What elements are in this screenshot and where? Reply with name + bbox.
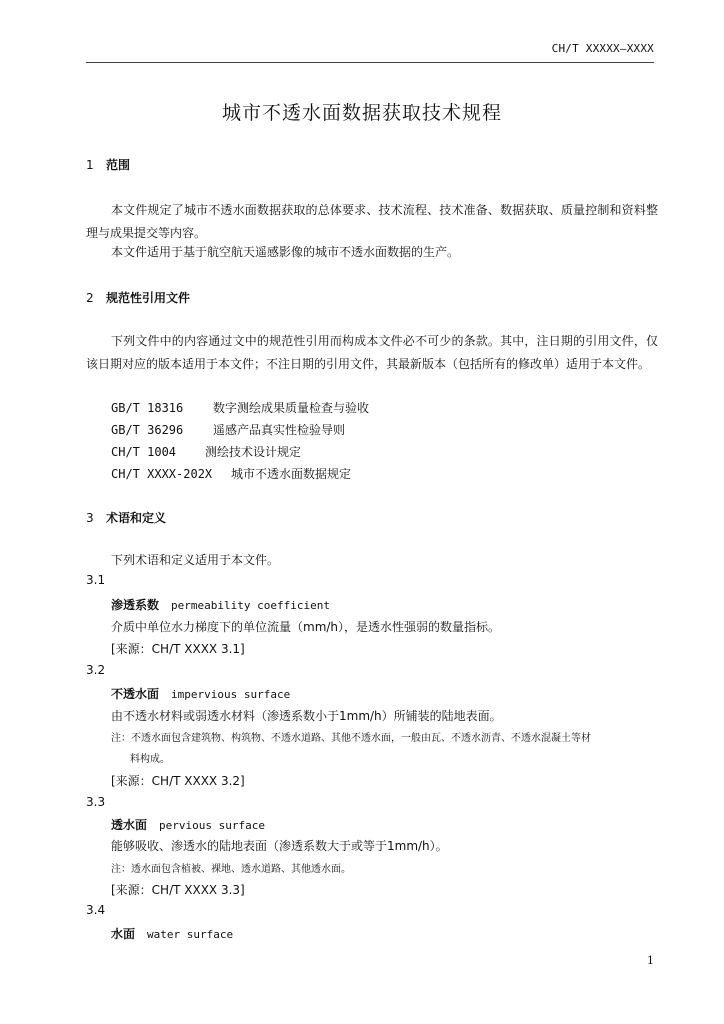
term-source: [来源：CH/T XXXX 3.1] <box>111 642 245 656</box>
reference-item <box>111 399 369 416</box>
standard-code: CH/T XXXXX—XXXX <box>551 42 654 55</box>
clause-number: 3.3 <box>86 795 106 809</box>
term-entry <box>111 816 265 833</box>
term-chinese: 不透水面 <box>111 687 160 701</box>
clause-number: 3.1 <box>86 573 106 587</box>
clause-number: 3.4 <box>86 903 106 917</box>
reference-code: GB/T 36296 <box>111 423 184 437</box>
section-title: 规范性引用文件 <box>106 291 191 305</box>
term-entry <box>111 596 330 613</box>
scope-paragraph-1: 本文件规定了城市不透水面数据获取的总体要求、技术流程、技术准备、数据获取、质量控制和资料整理与成果提交等内容。 <box>86 203 658 240</box>
term-definition: 由不透水材料或弱透水材料（渗透系数小于1mm/h）所铺装的陆地表面。 <box>111 709 502 723</box>
term-chinese: 水面 <box>111 927 136 941</box>
reference-code: CH/T XXXX-202X <box>111 467 213 481</box>
reference-item <box>111 443 301 460</box>
term-chinese: 透水面 <box>111 818 148 832</box>
clause-number: 3.2 <box>86 663 106 677</box>
reference-title: 遥感产品真实性检验导则 <box>213 423 346 437</box>
reference-item <box>111 421 345 438</box>
section-heading-terms-definitions <box>86 509 166 526</box>
term-english: permeability coefficient <box>171 599 330 612</box>
section-number: 3 <box>86 511 94 525</box>
section-title: 范围 <box>106 158 131 172</box>
reference-code: GB/T 18316 <box>111 401 184 415</box>
page-number: 1 <box>647 954 654 967</box>
term-english: pervious surface <box>159 819 265 832</box>
reference-title: 城市不透水面数据规定 <box>231 467 352 481</box>
section-number: 1 <box>86 158 94 172</box>
term-entry <box>111 685 290 702</box>
term-note: 注：透水面包含植被、裸地、透水道路、其他透水面。 <box>111 864 351 875</box>
document-title: 城市不透水面数据获取技术规程 <box>221 102 502 124</box>
term-source: [来源：CH/T XXXX 3.2] <box>111 774 245 788</box>
term-english: water surface <box>147 928 234 941</box>
reference-title: 数字测绘成果质量检查与验收 <box>213 401 370 415</box>
scope-paragraph-2: 本文件适用于基于航空航天遥感影像的城市不透水面数据的生产。 <box>111 245 460 259</box>
reference-code: CH/T 1004 <box>111 445 177 459</box>
section-heading-normative-references <box>86 289 190 306</box>
section-heading-scope <box>86 156 130 173</box>
header-divider <box>86 62 654 63</box>
term-definition: 介质中单位水力梯度下的单位流量（mm/h），是透水性强弱的数量指标。 <box>111 620 501 634</box>
term-note: 注：不透水面包含建筑物、构筑物、不透水道路、其他不透水面，一般由瓦、不透水沥青、不透水混凝土等材 <box>111 733 591 744</box>
term-note-continuation: 料构成。 <box>130 754 170 765</box>
terms-intro: 下列术语和定义适用于本文件。 <box>111 553 280 567</box>
section-title: 术语和定义 <box>106 511 167 525</box>
term-chinese: 渗透系数 <box>111 598 160 612</box>
references-intro-paragraph: 下列文件中的内容通过文中的规范性引用而构成本文件必不可少的条款。其中，注日期的引用文件，仅该日期对应的版本适用于本文件；不注日期的引用文件，其最新版本（包括所有的修改单）适用于本文件。 <box>86 334 658 371</box>
term-english: impervious surface <box>171 688 291 701</box>
term-definition: 能够吸收、渗透水的陆地表面（渗透系数大于或等于1mm/h）。 <box>111 839 448 853</box>
term-source: [来源：CH/T XXXX 3.3] <box>111 883 245 897</box>
reference-item <box>111 465 351 482</box>
reference-title: 测绘技术设计规定 <box>205 445 302 459</box>
section-number: 2 <box>86 291 94 305</box>
term-entry <box>111 925 233 942</box>
